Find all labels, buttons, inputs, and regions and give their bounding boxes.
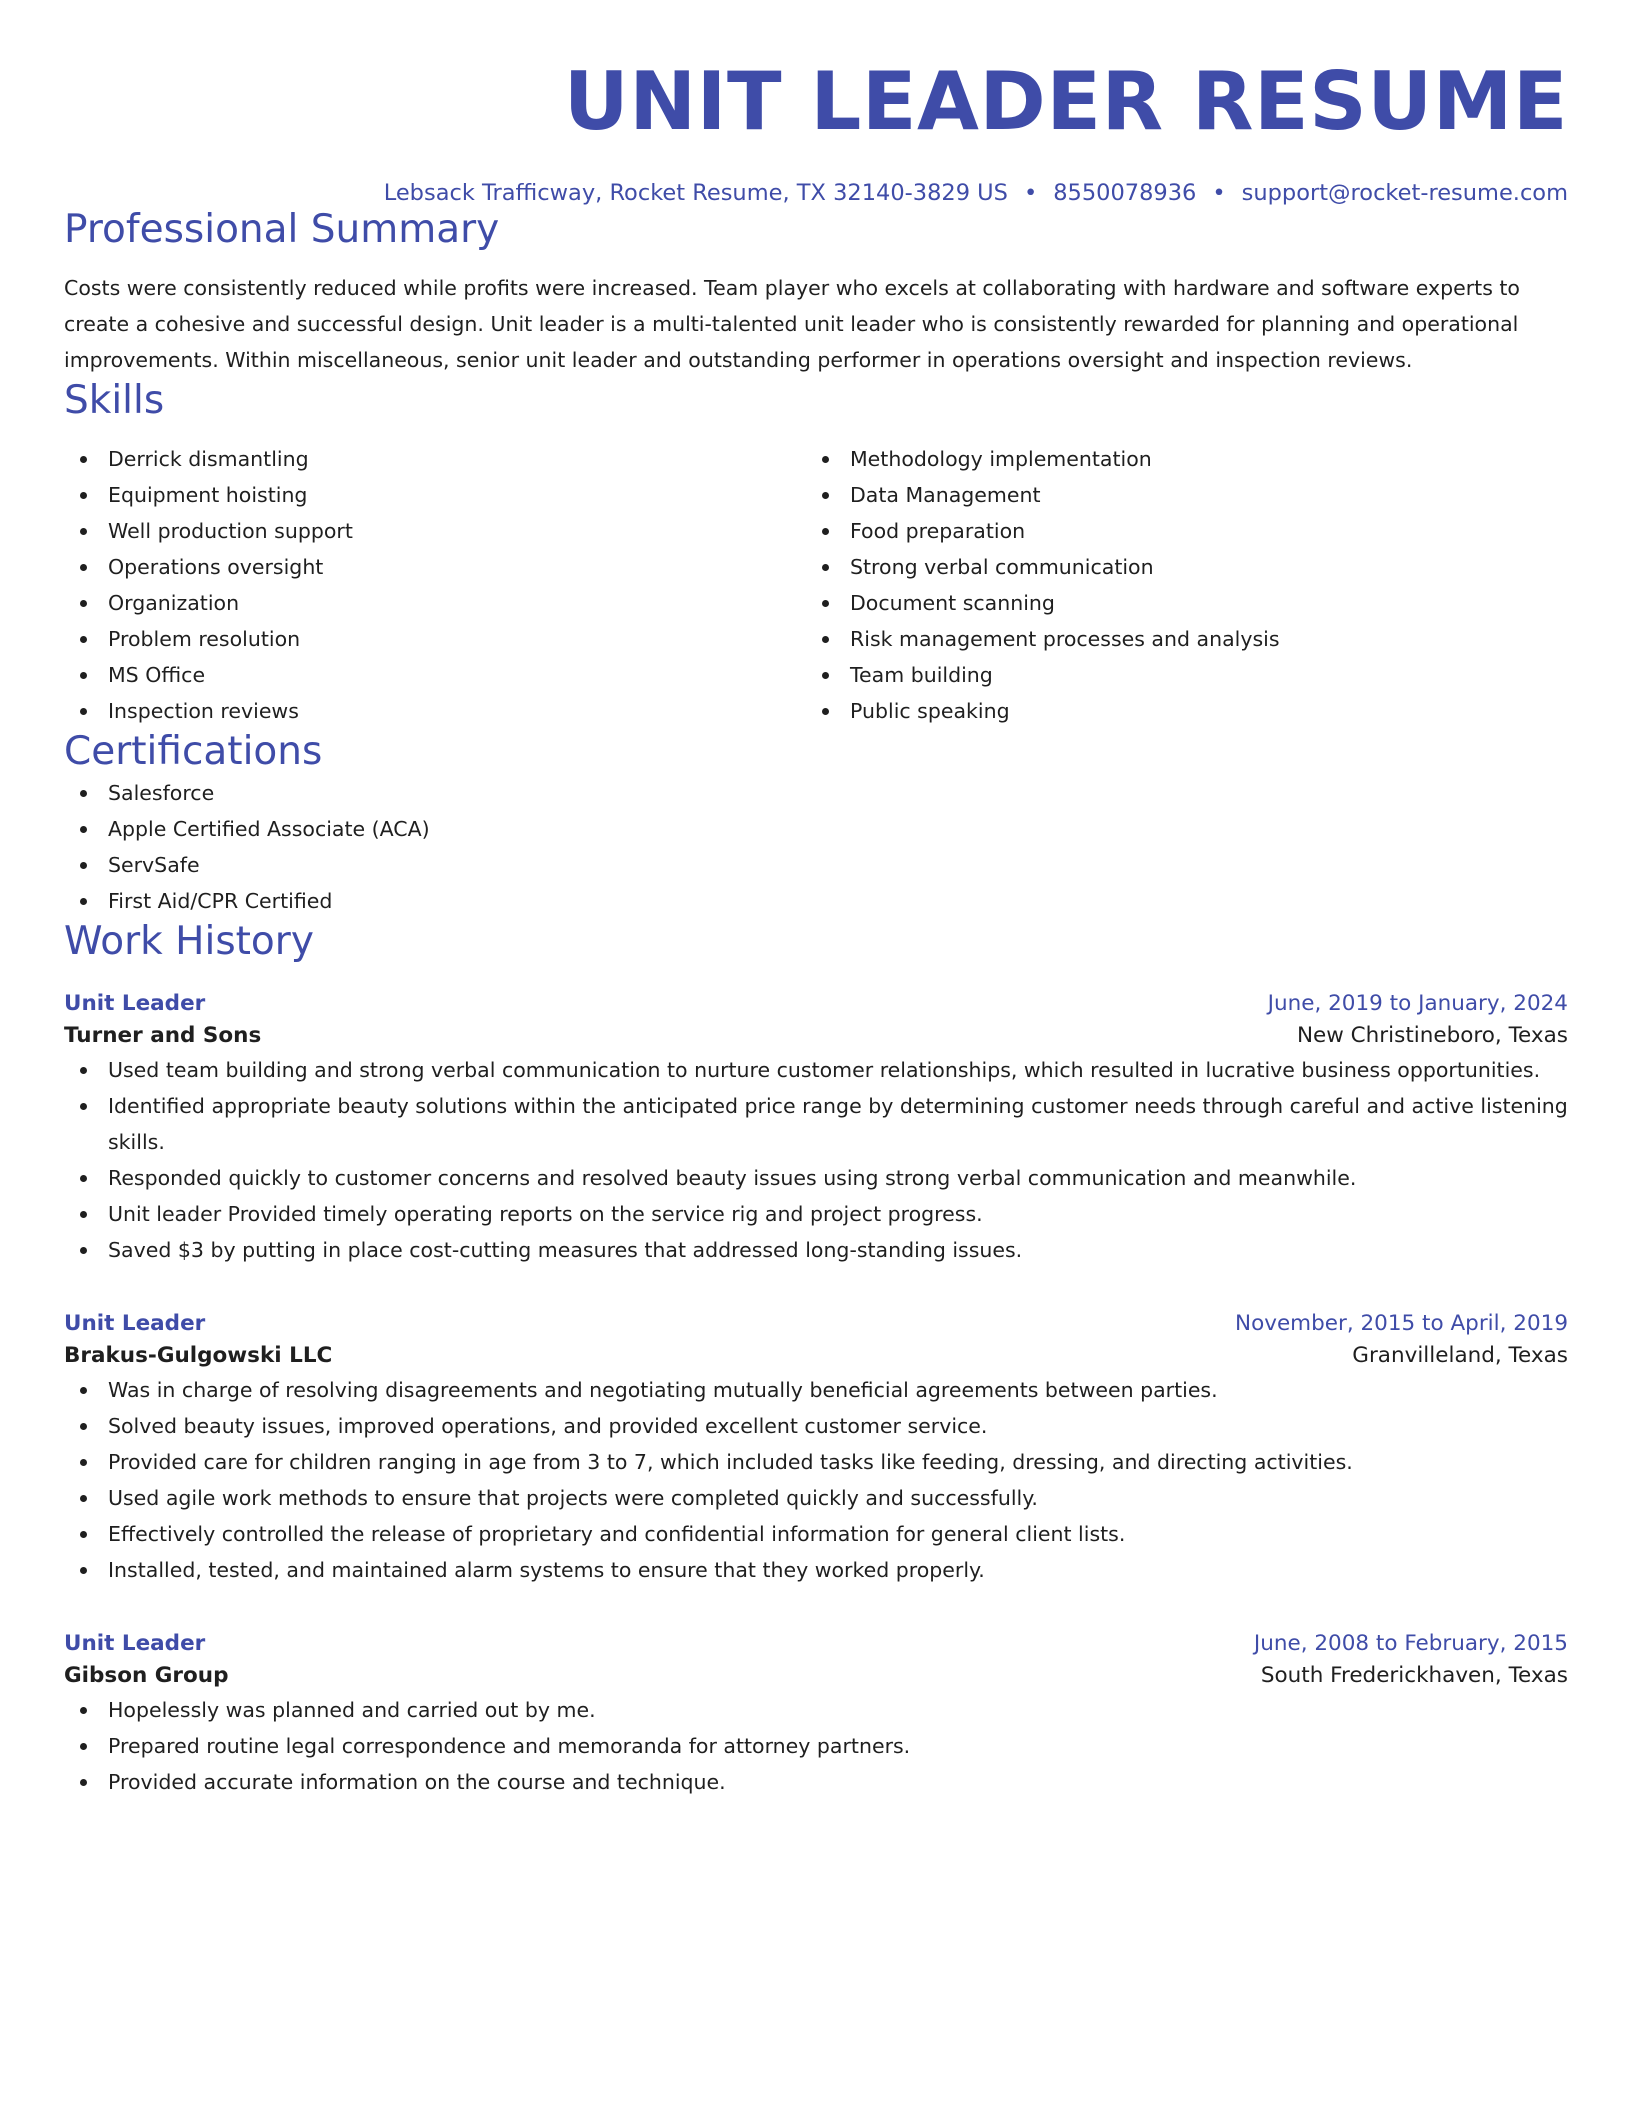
job-bullet: Used team building and strong verbal communication to nurture customer relationships, which resulted in lucrative business opportunities.	[64, 1052, 1568, 1088]
job-dates: June, 2019 to January, 2024	[1267, 991, 1568, 1017]
resume-title: UNIT LEADER RESUME	[563, 55, 1568, 148]
job-bullet: Provided accurate information on the course and technique.	[64, 1764, 1568, 1800]
job-bullet: Solved beauty issues, improved operations, and provided excellent customer service.	[64, 1408, 1568, 1444]
skill-item: Strong verbal communication	[806, 549, 1548, 585]
skill-item: Inspection reviews	[64, 693, 806, 729]
certification-item: Apple Certified Associate (ACA)	[64, 811, 1568, 847]
skill-item: MS Office	[64, 657, 806, 693]
work-history-heading: Work History	[64, 919, 314, 965]
job-header-row	[64, 1628, 1568, 1660]
job-dates: November, 2015 to April, 2019	[1234, 1311, 1568, 1337]
job-bullet: Effectively controlled the release of proprietary and confidential information for general client lists.	[64, 1516, 1568, 1552]
skill-item: Public speaking	[806, 693, 1548, 729]
job-entry	[64, 1308, 1568, 1588]
skills-list-right	[806, 441, 1548, 729]
job-company: Brakus-Gulgowski LLC	[64, 1343, 333, 1369]
skill-item: Risk management processes and analysis	[806, 621, 1548, 657]
contact-phone: 8550078936	[1053, 180, 1197, 206]
job-bullet: Identified appropriate beauty solutions within the anticipated price range by determining customer needs through careful and active listening skills.	[64, 1088, 1568, 1160]
job-bullet: Hopelessly was planned and carried out by me.	[64, 1692, 1568, 1728]
skill-item: Well production support	[64, 513, 806, 549]
job-company: Gibson Group	[64, 1663, 229, 1689]
job-company-row	[64, 1020, 1568, 1052]
skills-columns	[64, 441, 1568, 729]
job-bullets	[64, 1692, 1568, 1800]
skill-item: Operations oversight	[64, 549, 806, 585]
job-title: Unit Leader	[64, 1311, 206, 1337]
contact-separator: •	[1212, 180, 1226, 206]
job-bullet: Was in charge of resolving disagreements and negotiating mutually beneficial agreements between parties.	[64, 1372, 1568, 1408]
skills-column-left	[64, 441, 806, 729]
certification-item: Salesforce	[64, 775, 1568, 811]
job-bullet: Installed, tested, and maintained alarm systems to ensure that they worked properly.	[64, 1552, 1568, 1588]
job-entry	[64, 1628, 1568, 1800]
skill-item: Equipment hoisting	[64, 477, 806, 513]
skill-item: Derrick dismantling	[64, 441, 806, 477]
certifications-heading: Certifications	[64, 728, 323, 774]
contact-email[interactable]: support@rocket-resume.com	[1241, 180, 1568, 206]
contact-line	[64, 180, 1568, 207]
skill-item: Document scanning	[806, 585, 1548, 621]
job-location: South Frederickhaven, Texas	[1260, 1663, 1568, 1689]
skill-item: Problem resolution	[64, 621, 806, 657]
job-header-row	[64, 988, 1568, 1020]
job-bullet: Prepared routine legal correspondence and memoranda for attorney partners.	[64, 1728, 1568, 1764]
job-entry	[64, 988, 1568, 1268]
job-bullet: Unit leader Provided timely operating reports on the service rig and project progress.	[64, 1196, 1568, 1232]
contact-separator: •	[1023, 180, 1038, 206]
job-bullet: Saved $3 by putting in place cost-cutting measures that addressed long-standing issues.	[64, 1232, 1568, 1268]
job-company-row	[64, 1660, 1568, 1692]
skills-list-left	[64, 441, 806, 729]
job-header-row	[64, 1308, 1568, 1340]
skills-column-right	[806, 441, 1548, 729]
job-bullet: Provided care for children ranging in age from 3 to 7, which included tasks like feeding, dressing, and directing activities.	[64, 1444, 1568, 1480]
contact-address: Lebsack Trafficway, Rocket Resume, TX 32140-3829 US	[383, 180, 1008, 206]
skills-heading: Skills	[64, 377, 165, 423]
skill-item: Methodology implementation	[806, 441, 1548, 477]
job-bullets	[64, 1052, 1568, 1268]
job-bullet: Responded quickly to customer concerns and resolved beauty issues using strong verbal communication and meanwhile.	[64, 1160, 1568, 1196]
skill-item: Organization	[64, 585, 806, 621]
skill-item: Food preparation	[806, 513, 1548, 549]
job-bullets	[64, 1372, 1568, 1588]
certification-item: First Aid/CPR Certified	[64, 883, 1568, 919]
job-company-row	[64, 1340, 1568, 1372]
job-dates: June, 2008 to February, 2015	[1253, 1631, 1568, 1657]
summary-heading: Professional Summary	[64, 207, 500, 252]
resume-page	[64, 0, 1568, 1800]
job-company: Turner and Sons	[64, 1023, 262, 1049]
skill-item: Data Management	[806, 477, 1548, 513]
job-title: Unit Leader	[64, 991, 206, 1017]
job-bullet: Used agile work methods to ensure that projects were completed quickly and successfully.	[64, 1480, 1568, 1516]
certifications-list	[64, 775, 1568, 919]
certification-item: ServSafe	[64, 847, 1568, 883]
summary-text: Costs were consistently reduced while profits were increased. Team player who excels at collaborating with hardware and software experts to create a cohesive and successful design. Unit leader is a multi-talented unit leader who is consistently rewarded for planning and operational improvements. Within miscellaneous, senior unit leader and outstanding performer in operations oversight and inspection reviews.	[64, 275, 1520, 372]
job-location: Granvilleland, Texas	[1352, 1343, 1568, 1369]
job-title: Unit Leader	[64, 1631, 206, 1657]
job-location: New Christineboro, Texas	[1296, 1023, 1568, 1049]
skill-item: Team building	[806, 657, 1548, 693]
